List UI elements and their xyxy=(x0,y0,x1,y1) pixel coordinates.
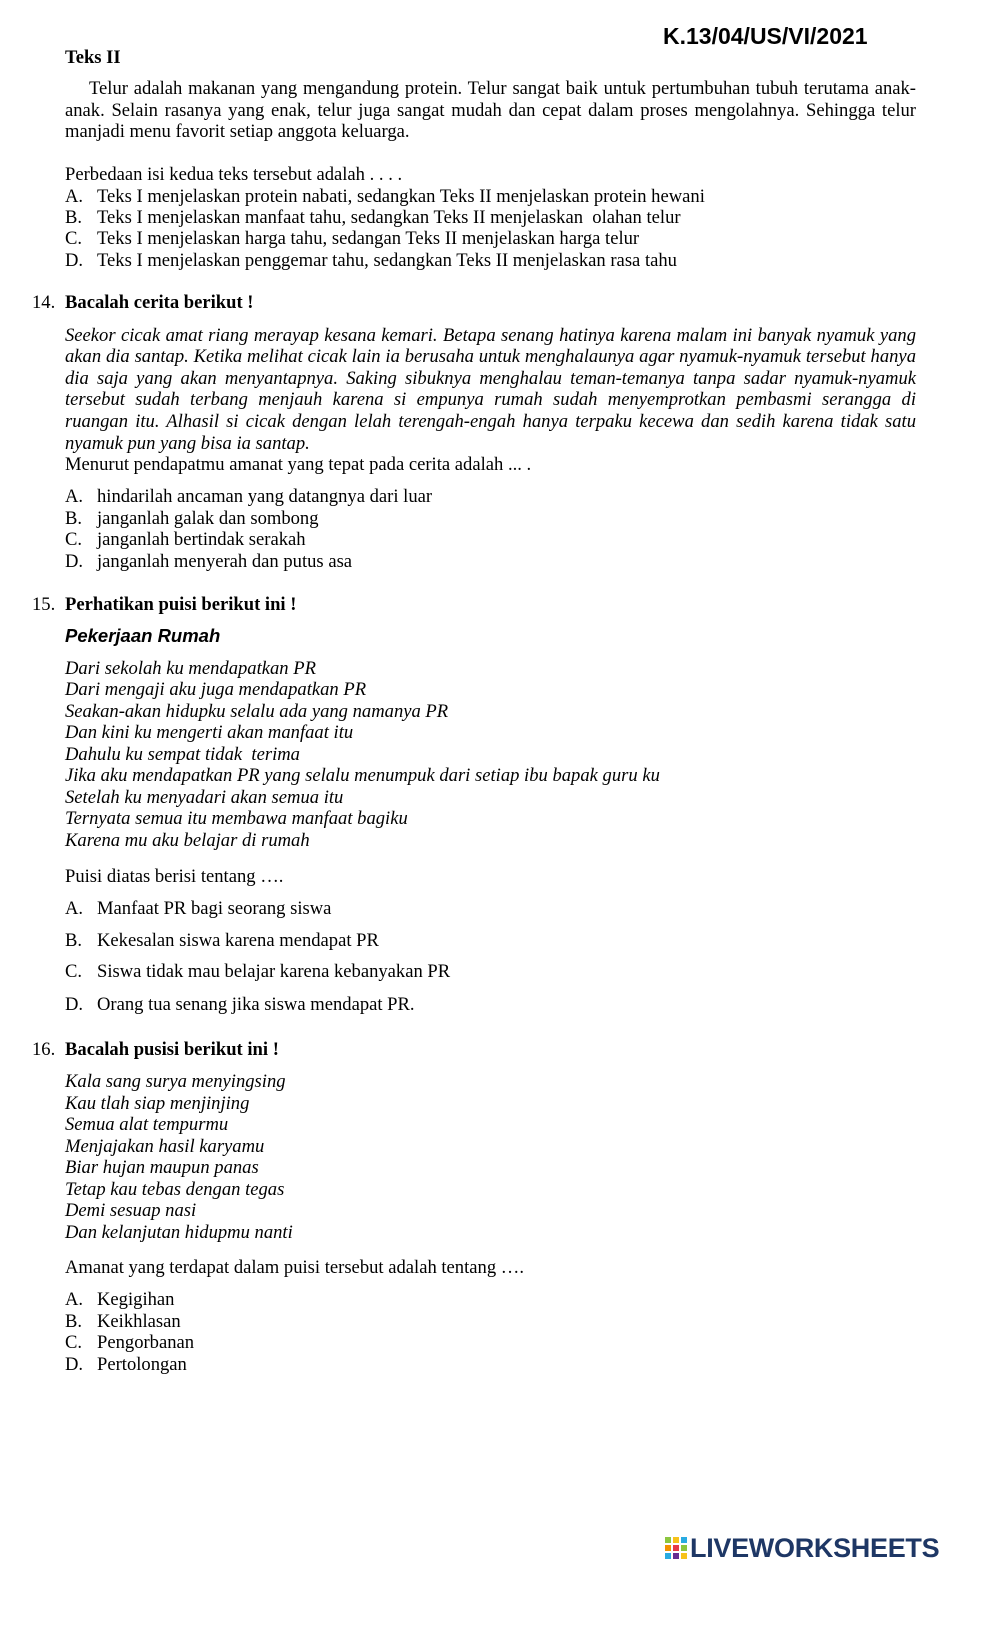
option-letter: D. xyxy=(65,994,84,1015)
option-text: Kegigihan xyxy=(97,1289,175,1310)
option-d xyxy=(65,250,677,272)
question-16-header xyxy=(32,1039,279,1061)
story-line: nyamuk pun yang bisa ia santap. xyxy=(65,433,310,454)
poem-line: Seakan-akan hidupku selalu ada yang namanya PR xyxy=(65,701,449,722)
option-text: Kekesalan siswa karena mendapat PR xyxy=(97,930,379,951)
option-text: janganlah galak dan sombong xyxy=(97,508,319,529)
poem-line: Kala sang surya menyingsing xyxy=(65,1071,286,1092)
option-letter: C. xyxy=(65,529,83,550)
poem-line: Semua alat tempurmu xyxy=(65,1114,229,1135)
question-number: 16. xyxy=(32,1039,56,1060)
option-text: Pengorbanan xyxy=(97,1332,195,1353)
option-letter: A. xyxy=(65,898,84,919)
poem-line: Dari mengaji aku juga mendapatkan PR xyxy=(65,679,367,700)
poem-line: Tetap kau tebas dengan tegas xyxy=(65,1179,285,1200)
option-letter: B. xyxy=(65,508,83,529)
question-15-header xyxy=(32,594,296,616)
option-a xyxy=(65,898,331,920)
liveworksheets-logo-text: LIVEWORKSHEETS xyxy=(690,1533,940,1563)
option-c xyxy=(65,961,450,983)
option-b xyxy=(65,1311,181,1333)
text-title: Teks II xyxy=(65,47,121,68)
poem-line: Kau tlah siap menjinjing xyxy=(65,1093,250,1114)
option-d xyxy=(65,551,352,573)
option-text: Siswa tidak mau belajar karena kebanyakan PR xyxy=(97,961,451,982)
option-a xyxy=(65,186,705,208)
question-text: Perbedaan isi kedua teks tersebut adalah . . . . xyxy=(65,164,403,185)
poem-line: Karena mu aku belajar di rumah xyxy=(65,830,310,851)
option-b xyxy=(65,930,379,952)
option-c xyxy=(65,529,306,551)
question-instruction: Bacalah cerita berikut ! xyxy=(65,292,254,313)
poem-line: Menjajakan hasil karyamu xyxy=(65,1136,265,1157)
option-letter: B. xyxy=(65,207,83,228)
question-instruction: Bacalah pusisi berikut ini ! xyxy=(65,1039,279,1060)
poem-line: Setelah ku menyadari akan semua itu xyxy=(65,787,344,808)
question-text: Puisi diatas berisi tentang …. xyxy=(65,866,284,887)
paragraph-line: anak. Selain rasanya yang enak, telur juga sangat mudah dan cepat dalam proses mengolahnya. Sehingga telur xyxy=(65,100,916,121)
question-text: Menurut pendapatmu amanat yang tepat pada cerita adalah ... . xyxy=(65,454,532,475)
document-code: K.13/04/US/VI/2021 xyxy=(663,23,868,49)
paragraph-line: Telur adalah makanan yang mengandung protein. Telur sangat baik untuk pertumbuhan tubuh terutama anak- xyxy=(89,78,916,99)
option-text: Teks I menjelaskan harga tahu, sedangan Teks II menjelaskan harga telur xyxy=(97,228,640,249)
option-letter: D. xyxy=(65,1354,84,1375)
option-text: Pertolongan xyxy=(97,1354,187,1375)
option-letter: D. xyxy=(65,250,84,271)
poem-line: Dan kelanjutan hidupmu nanti xyxy=(65,1222,293,1243)
logo-tiles-icon xyxy=(665,1537,687,1559)
option-letter: B. xyxy=(65,1311,83,1332)
option-letter: A. xyxy=(65,486,84,507)
question-number: 14. xyxy=(32,292,56,313)
question-number: 15. xyxy=(32,594,56,615)
option-a xyxy=(65,1289,174,1311)
story-line: tersebut sudah terbang menjauh karena si empunya rumah sudah menyemprotkan pembasmi serangga di xyxy=(65,389,916,410)
option-letter: A. xyxy=(65,1289,84,1310)
poem-line: Dari sekolah ku mendapatkan PR xyxy=(65,658,316,679)
option-letter: B. xyxy=(65,930,83,951)
option-d xyxy=(65,1354,187,1376)
poem-line: Dan kini ku mengerti akan manfaat itu xyxy=(65,722,354,743)
option-text: janganlah menyerah dan putus asa xyxy=(97,551,353,572)
option-text: Teks I menjelaskan penggemar tahu, sedangkan Teks II menjelaskan rasa tahu xyxy=(97,250,677,271)
question-14-header xyxy=(32,292,254,314)
poem-line: Demi sesuap nasi xyxy=(65,1200,197,1221)
option-letter: C. xyxy=(65,228,83,249)
option-b xyxy=(65,508,319,530)
option-text: Teks I menjelaskan protein nabati, sedangkan Teks II menjelaskan protein hewani xyxy=(97,186,705,207)
option-letter: C. xyxy=(65,1332,83,1353)
poem-line: Ternyata semua itu membawa manfaat bagiku xyxy=(65,808,408,829)
story-line: dia saja yang akan menyantapnya. Saking sibuknya menghalau teman-temanya tanpa sadar nyamuk-nyamuk xyxy=(65,368,916,389)
poem-line: Dahulu ku sempat tidak terima xyxy=(65,744,300,765)
story-line: Seekor cicak amat riang merayap kesana kemari. Betapa senang hatinya karena malam ini banyak nyamuk yang xyxy=(65,325,916,346)
poem-line: Biar hujan maupun panas xyxy=(65,1157,259,1178)
option-text: Orang tua senang jika siswa mendapat PR. xyxy=(97,994,415,1015)
question-instruction: Perhatikan puisi berikut ini ! xyxy=(65,594,297,615)
option-c xyxy=(65,1332,194,1354)
paragraph-line: manjadi menu favorit setiap anggota keluarga. xyxy=(65,121,410,142)
option-letter: D. xyxy=(65,551,84,572)
liveworksheets-logo-icon xyxy=(665,1537,687,1559)
option-a xyxy=(65,486,432,508)
option-text: Manfaat PR bagi seorang siswa xyxy=(97,898,332,919)
option-text: Keikhlasan xyxy=(97,1311,181,1332)
option-text: Teks I menjelaskan manfaat tahu, sedangkan Teks II menjelaskan olahan telur xyxy=(97,207,681,228)
story-line: akan dia santap. Ketika melihat cicak lain ia berusaha untuk menghalaunya agar nyamuk-nyamuk tersebut hanya xyxy=(65,346,916,367)
story-line: ruangan itu. Alhasil si cicak dengan lelah terengah-engah hanya terpaku kecewa dan sedih karena tidak satu xyxy=(65,411,916,432)
liveworksheets-logo xyxy=(665,1533,939,1563)
poem-line: Jika aku mendapatkan PR yang selalu menumpuk dari setiap ibu bapak guru ku xyxy=(65,765,660,786)
option-text: janganlah bertindak serakah xyxy=(97,529,306,550)
option-letter: C. xyxy=(65,961,83,982)
option-c xyxy=(65,228,639,250)
poem-title: Pekerjaan Rumah xyxy=(65,625,221,646)
option-b xyxy=(65,207,681,229)
option-d xyxy=(65,994,415,1016)
option-text: hindarilah ancaman yang datangnya dari luar xyxy=(97,486,433,507)
option-letter: A. xyxy=(65,186,84,207)
question-text: Amanat yang terdapat dalam puisi tersebut adalah tentang …. xyxy=(65,1257,525,1278)
